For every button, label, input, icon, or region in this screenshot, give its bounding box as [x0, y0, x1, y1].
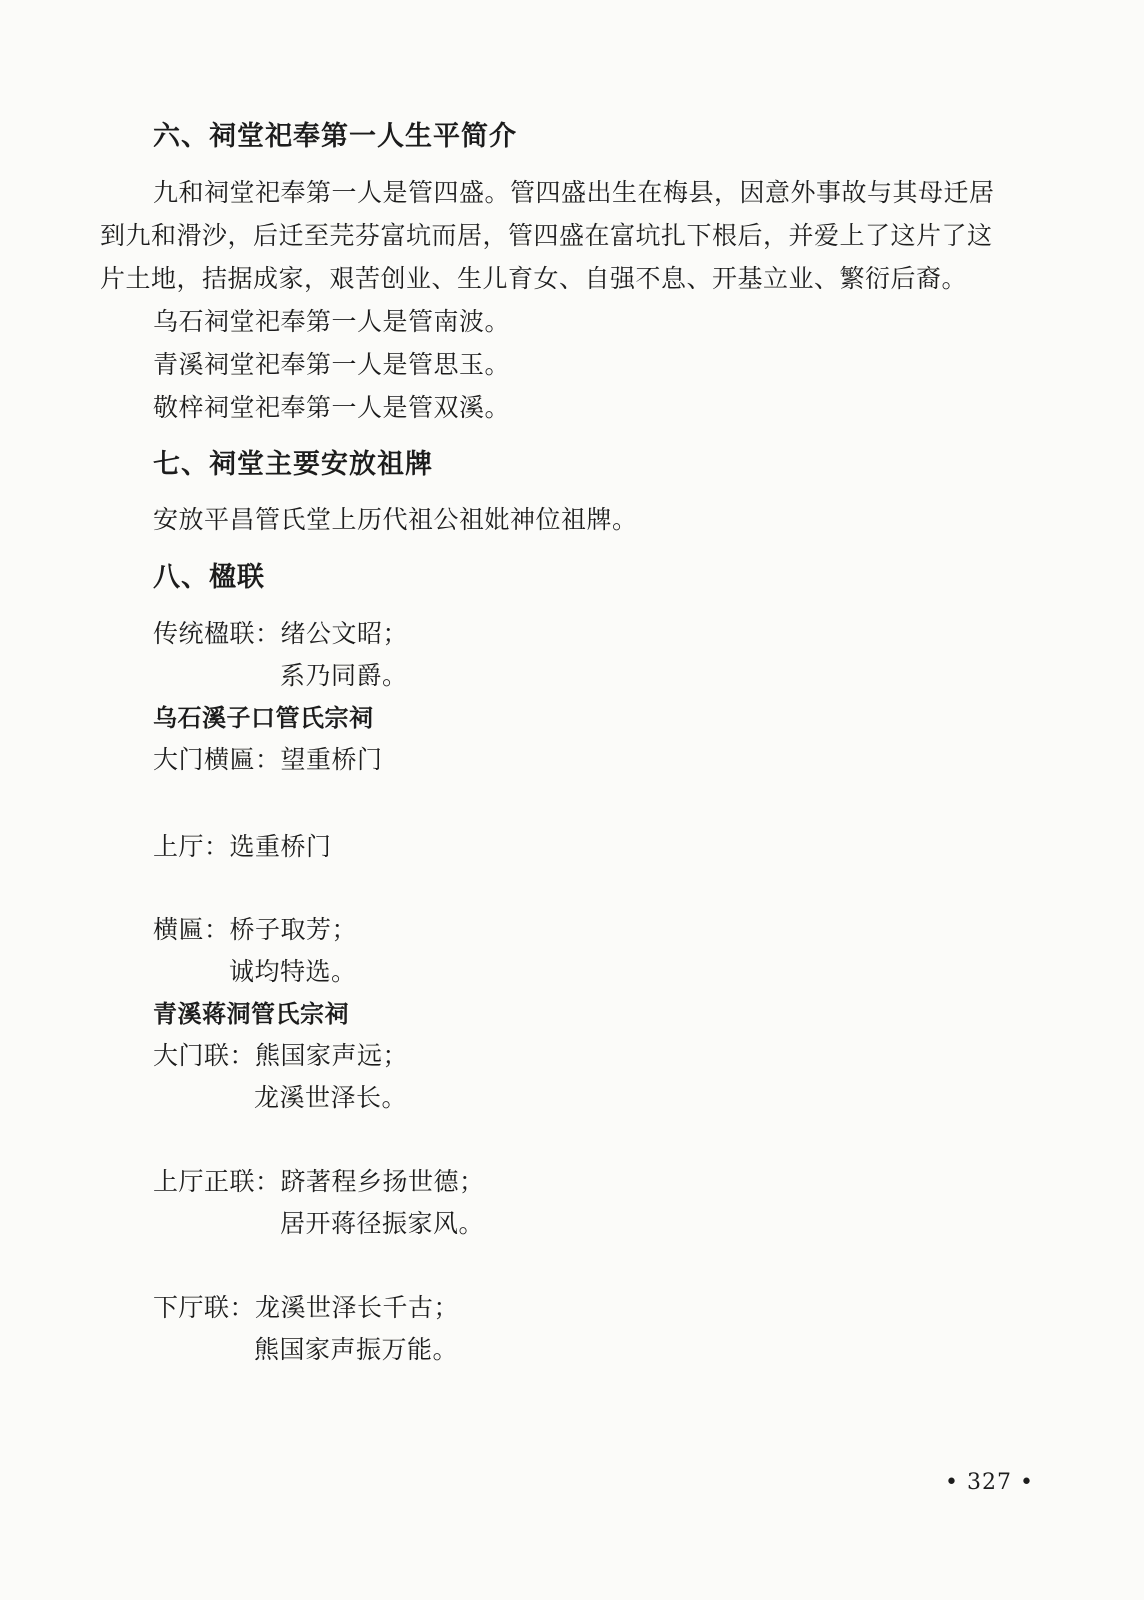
wushi-plaque-line-2: 诚均特选。 — [229, 957, 357, 986]
section-6-paragraph-line-2: 到九和滑沙，后迁至芫芬富坑而居，管四盛在富坑扎下根后，并爱上了这片了这 — [100, 221, 993, 250]
wushi-upper-hall: 上厅：选重桥门 — [153, 832, 332, 861]
section-6-paragraph-line-1: 九和祠堂祀奉第一人是管四盛。管四盛出生在梅县，因意外事故与其母迁居 — [153, 178, 995, 207]
traditional-couplet-line-2: 系乃同爵。 — [280, 661, 408, 690]
qingxi-lower-hall-couplet-line-1: 下厅联：龙溪世泽长千古； — [153, 1293, 460, 1322]
section-8-heading: 八、楹联 — [153, 562, 265, 593]
qingxi-shrine-title: 青溪蒋洞管氏宗祠 — [153, 1000, 349, 1028]
wushi-gate-plaque: 大门横匾：望重桥门 — [153, 745, 383, 774]
section-6-heading: 六、祠堂祀奉第一人生平简介 — [153, 121, 517, 152]
traditional-couplet-line-1: 传统楹联：绪公文昭； — [153, 619, 409, 648]
qingxi-gate-couplet-line-1: 大门联：熊国家声远； — [153, 1041, 409, 1070]
wushi-plaque-line-1: 横匾：桥子取芳； — [153, 915, 358, 944]
qingxi-first-person: 青溪祠堂祀奉第一人是管思玉。 — [153, 350, 511, 379]
section-7-heading: 七、祠堂主要安放祖牌 — [153, 449, 433, 480]
page-number: • 327 • — [945, 1470, 1034, 1495]
section-7-text: 安放平昌管氏堂上历代祖公祖妣神位祖牌。 — [153, 505, 638, 534]
qingxi-lower-hall-couplet-line-2: 熊国家声振万能。 — [254, 1335, 459, 1364]
qingxi-gate-couplet-line-2: 龙溪世泽长。 — [254, 1083, 408, 1112]
jingzi-first-person: 敬梓祠堂祀奉第一人是管双溪。 — [153, 393, 511, 422]
qingxi-upper-hall-couplet-line-2: 居开蒋径振家风。 — [280, 1209, 485, 1238]
wushi-first-person: 乌石祠堂祀奉第一人是管南波。 — [153, 307, 511, 336]
wushi-shrine-title: 乌石溪子口管氏宗祠 — [153, 704, 374, 732]
qingxi-upper-hall-couplet-line-1: 上厅正联：跻著程乡扬世德； — [153, 1167, 485, 1196]
section-6-paragraph-line-3: 片土地，拮据成家，艰苦创业、生儿育女、自强不息、开基立业、繁衍后裔。 — [100, 264, 968, 293]
